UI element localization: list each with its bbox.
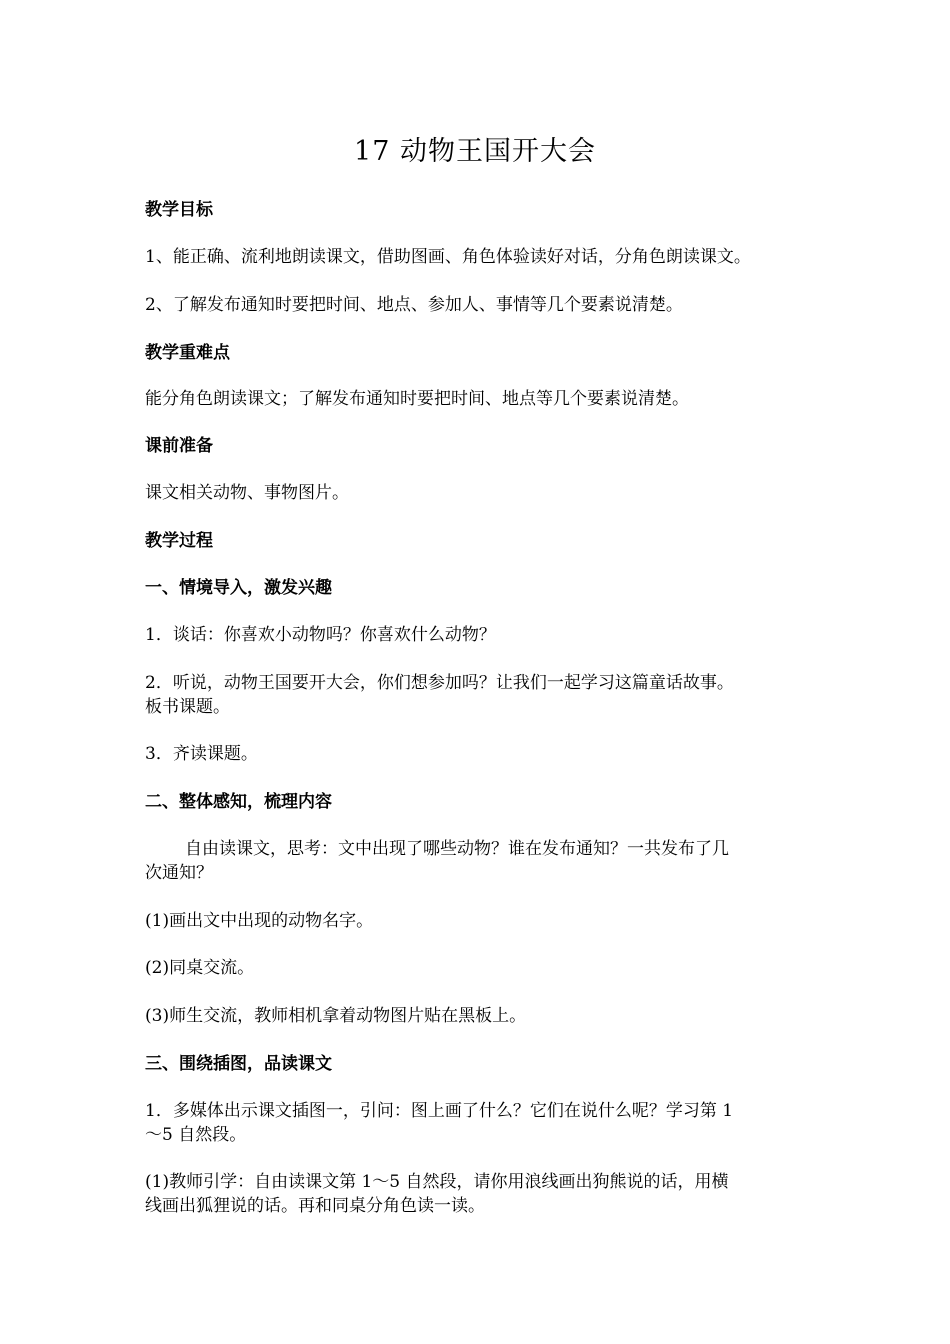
part1-item-2-line-2: 板书课题。	[145, 697, 230, 717]
part2-item-1: (1)画出文中出现的动物名字。	[145, 911, 374, 931]
part2-item-2: (2)同桌交流。	[145, 958, 255, 978]
part2-heading: 二、整体感知，梳理内容	[145, 792, 332, 812]
goal-1: 1、能正确、流利地朗读课文，借助图画、角色体验读好对话，分角色朗读课文。	[145, 247, 751, 267]
part3-sub-1-line-1: (1)教师引学：自由读课文第 1～5 自然段，请你用浪线画出狗熊说的话，用横	[145, 1172, 729, 1192]
part1-item-3: 3．齐读课题。	[145, 744, 258, 764]
process-heading: 教学过程	[145, 531, 213, 551]
part1-heading: 一、情境导入，激发兴趣	[145, 578, 332, 598]
part3-heading: 三、围绕插图，品读课文	[145, 1054, 332, 1074]
key-heading: 教学重难点	[145, 343, 230, 363]
part1-item-2-line-1: 2．听说，动物王国要开大会，你们想参加吗？让我们一起学习这篇童话故事。	[145, 673, 734, 693]
part1-item-1: 1．谈话：你喜欢小动物吗？你喜欢什么动物？	[145, 625, 496, 645]
key-text: 能分角色朗读课文；了解发布通知时要把时间、地点等几个要素说清楚。	[145, 389, 689, 409]
document-title: 17 动物王国开大会	[354, 136, 596, 167]
part2-item-3: (3)师生交流，教师相机拿着动物图片贴在黑板上。	[145, 1006, 527, 1026]
prep-text: 课文相关动物、事物图片。	[145, 483, 349, 503]
part2-intro-line-2: 次通知？	[145, 863, 213, 883]
prep-heading: 课前准备	[145, 436, 213, 456]
part3-item-1-line-2: ～5 自然段。	[145, 1125, 247, 1145]
part3-item-1-line-1: 1．多媒体出示课文插图一，引问：图上画了什么？它们在说什么呢？学习第 1	[145, 1101, 734, 1121]
part3-sub-1-line-2: 线画出狐狸说的话。再和同桌分角色读一读。	[145, 1196, 485, 1216]
part2-intro-line-1: 自由读课文，思考：文中出现了哪些动物？谁在发布通知？一共发布了几	[185, 839, 729, 859]
goal-2: 2、了解发布通知时要把时间、地点、参加人、事情等几个要素说清楚。	[145, 295, 683, 315]
goals-heading: 教学目标	[145, 200, 213, 220]
